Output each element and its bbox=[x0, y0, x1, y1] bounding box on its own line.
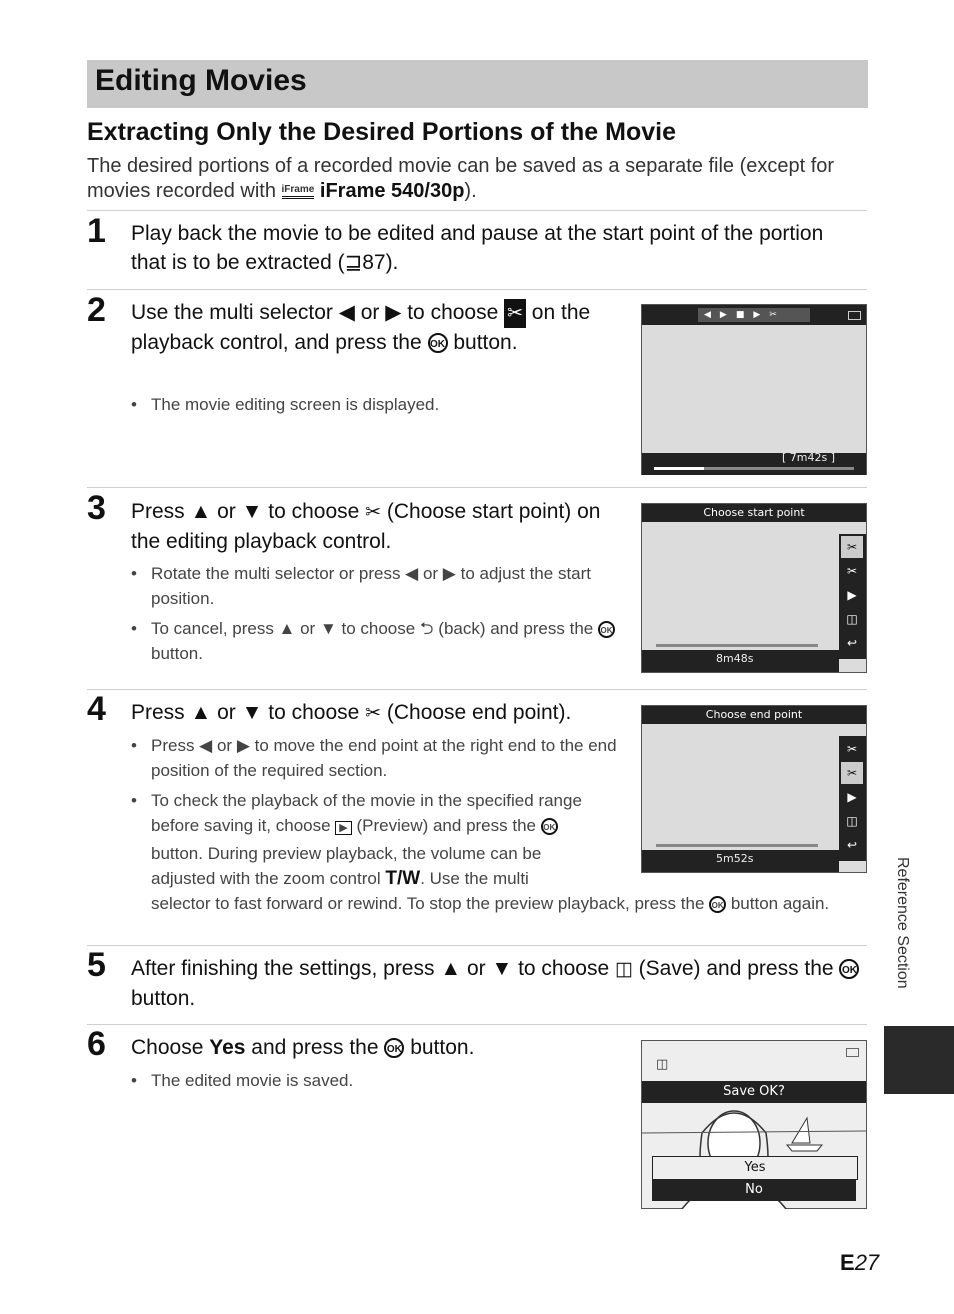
step-2-text bbox=[131, 298, 601, 357]
step-4-bullet: • Press ◀ or ▶ to move the end point at the right end to the end position of the required section. bbox=[131, 733, 621, 783]
step-3-bullet: • Rotate the multi selector or press ◀ or ▶ to adjust the start position. bbox=[131, 561, 621, 611]
step-4-text-a: Press ▲ or ▼ to choose bbox=[131, 701, 366, 724]
range-track bbox=[656, 844, 818, 847]
edit-side-menu bbox=[839, 534, 866, 659]
back-icon: ↩ bbox=[846, 636, 858, 650]
step-6-bullet: • The edited movie is saved. bbox=[131, 1068, 621, 1093]
dialog-title: Save OK? bbox=[642, 1081, 866, 1103]
divider bbox=[87, 945, 867, 946]
step-number: 2 bbox=[87, 291, 106, 329]
step-1-text: Play back the movie to be edited and pause at the start point of the portion that is to be extracted (⊒87). bbox=[131, 222, 824, 274]
edit-side-menu bbox=[839, 736, 866, 861]
step-number: 4 bbox=[87, 690, 106, 728]
step-number: 5 bbox=[87, 946, 106, 984]
ok-button-icon: OK bbox=[709, 896, 726, 913]
screen-title: Choose end point bbox=[642, 706, 866, 724]
preview-icon: ▶ bbox=[847, 790, 857, 804]
bullet-text-b: (Preview) and press the bbox=[351, 816, 541, 835]
step-6-text bbox=[131, 1033, 601, 1062]
screen-choose-start bbox=[641, 503, 867, 673]
page-title: Editing Movies bbox=[95, 64, 307, 97]
step-3-text-b: (Choose start point) on the editing playback control. bbox=[131, 500, 601, 553]
step-5-text-a: After finishing the settings, press ▲ or ▼ to choose bbox=[131, 957, 615, 980]
progress-fill bbox=[654, 467, 704, 470]
page-number bbox=[840, 1250, 879, 1276]
progress-track bbox=[654, 467, 854, 470]
no-option[interactable]: No bbox=[652, 1179, 856, 1201]
section-heading: Extracting Only the Desired Portions of the Movie bbox=[87, 118, 676, 146]
iframe-icon: iFrame bbox=[282, 184, 315, 199]
yes-option[interactable]: Yes bbox=[652, 1156, 858, 1180]
step-5-text-b: (Save) and press the bbox=[632, 957, 840, 980]
step-6-text-a: Choose bbox=[131, 1036, 210, 1059]
title-bar bbox=[87, 60, 868, 108]
choose-start-icon: ✂ bbox=[365, 502, 382, 523]
battery-icon bbox=[846, 1048, 859, 1057]
ok-button-icon: OK bbox=[428, 333, 448, 353]
step-4-text bbox=[131, 698, 631, 728]
side-tab-label: Reference Section bbox=[894, 857, 911, 989]
side-tab-marker bbox=[884, 1026, 954, 1094]
bullet-text-d: . Use the multi selector to fast forward or rewind. To stop the preview playback, press the bbox=[151, 869, 710, 913]
step-3-bullet-2-tail: button. bbox=[151, 644, 203, 663]
choose-end-icon: ✂ bbox=[365, 703, 382, 724]
start-point-icon: ✂ bbox=[841, 536, 863, 558]
time-bar bbox=[642, 650, 839, 672]
scissors-icon: ✂ bbox=[504, 299, 526, 328]
battery-icon bbox=[848, 311, 861, 320]
save-icon: ◫ bbox=[846, 814, 858, 828]
bullet-text-c: button. During preview playback, the volume can be adjusted with the zoom control bbox=[151, 844, 542, 888]
step-3-text-a: Press ▲ or ▼ to choose bbox=[131, 500, 366, 523]
divider bbox=[87, 689, 867, 690]
step-number: 3 bbox=[87, 489, 106, 527]
save-icon: ◫ bbox=[846, 612, 858, 626]
divider bbox=[87, 1024, 867, 1025]
bullet-text-a: To check the playback of the movie in the specified range before saving it, choose bbox=[151, 791, 582, 835]
screen-choose-end bbox=[641, 705, 867, 873]
intro-text-a: The desired portions of a recorded movie can be saved as a separate file (except for movies recorded with bbox=[87, 155, 835, 202]
zoom-control-label: T/W bbox=[385, 868, 421, 889]
ok-button-icon: OK bbox=[598, 621, 615, 638]
save-icon: ◫ bbox=[656, 1057, 669, 1072]
save-icon: ◫ bbox=[614, 959, 633, 980]
end-point-icon: ✂ bbox=[841, 762, 863, 784]
start-point-icon: ✂ bbox=[846, 742, 858, 756]
step-2-text-c: button. bbox=[447, 331, 518, 354]
step-2-text-b: on the playback control, and press the bbox=[131, 301, 591, 354]
preview-icon: ▶ bbox=[847, 588, 857, 602]
back-icon: ↩ bbox=[846, 838, 858, 852]
step-number: 1 bbox=[87, 212, 106, 250]
ok-button-icon: OK bbox=[541, 818, 558, 835]
step-5-text bbox=[131, 954, 866, 1013]
divider bbox=[87, 210, 867, 211]
step-3-bullet-2-text: To cancel, press ▲ or ▼ to choose ⮌ (back) and press the bbox=[151, 619, 598, 638]
screen-playback-control bbox=[641, 304, 867, 475]
step-3-bullet bbox=[131, 616, 621, 666]
reference-icon: E bbox=[840, 1250, 855, 1275]
preview-icon: ▶ bbox=[335, 821, 351, 835]
time-readout: 8m48s bbox=[716, 652, 754, 665]
time-bar bbox=[642, 453, 866, 475]
time-readout: [ 7m42s ] bbox=[782, 451, 836, 464]
screen-save-ok bbox=[641, 1040, 867, 1209]
step-6-text-b: and press the bbox=[245, 1036, 385, 1059]
time-bar bbox=[642, 850, 839, 872]
step-2-bullet: • The movie editing screen is displayed. bbox=[131, 392, 621, 417]
step-number: 6 bbox=[87, 1025, 106, 1063]
page-number-value: 27 bbox=[854, 1250, 880, 1275]
intro-bold: iFrame 540/30p bbox=[319, 180, 465, 202]
divider bbox=[87, 289, 867, 290]
playback-control-bar bbox=[642, 305, 866, 325]
screen-title: Choose start point bbox=[642, 504, 866, 522]
divider bbox=[87, 487, 867, 488]
step-6-bold: Yes bbox=[209, 1036, 246, 1059]
ok-button-icon: OK bbox=[384, 1038, 404, 1058]
end-point-icon: ✂ bbox=[846, 564, 858, 578]
ok-button-icon: OK bbox=[839, 959, 859, 979]
intro-text-b: ). bbox=[464, 180, 477, 202]
range-track bbox=[656, 644, 818, 647]
control-icons: ◀▶■▶✂ bbox=[698, 308, 810, 322]
time-readout: 5m52s bbox=[716, 852, 754, 865]
step-4-text-b: (Choose end point). bbox=[381, 701, 572, 724]
step-5-text-c: button. bbox=[131, 987, 196, 1010]
bullet-text-e: button again. bbox=[726, 894, 830, 913]
step-2-text-a: Use the multi selector ◀ or ▶ to choose bbox=[131, 301, 505, 324]
step-6-text-c: button. bbox=[404, 1036, 475, 1059]
intro-paragraph bbox=[87, 154, 867, 204]
step-3-text bbox=[131, 497, 601, 556]
